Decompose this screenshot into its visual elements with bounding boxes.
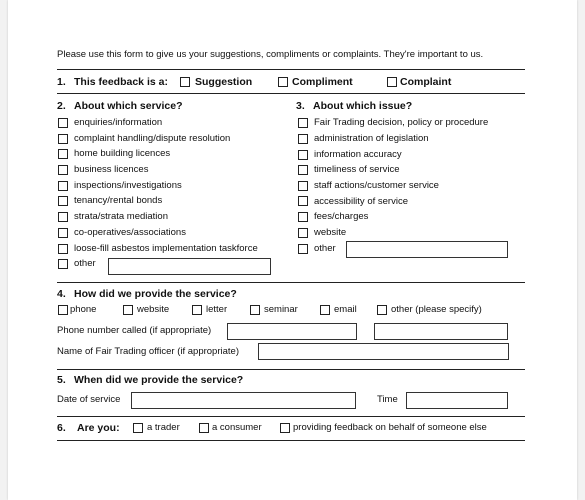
- issue-option-other: other: [314, 243, 336, 254]
- issue-option: information accuracy: [314, 149, 402, 160]
- checkbox-trader[interactable]: [133, 423, 143, 433]
- checkbox-email[interactable]: [320, 305, 330, 315]
- section-2-title: About which service?: [74, 100, 183, 112]
- method-option-website: website: [137, 304, 170, 315]
- section-6-number: 6.: [57, 422, 66, 434]
- method-option-phone: phone: [70, 304, 97, 315]
- checkbox-complaint[interactable]: [387, 77, 397, 87]
- checkbox-issue-fees[interactable]: [298, 212, 308, 222]
- service-option: home building licences: [74, 148, 171, 159]
- section-3-number: 3.: [296, 100, 305, 112]
- checkbox-issue-timeliness[interactable]: [298, 165, 308, 175]
- section-5-title: When did we provide the service?: [74, 374, 244, 386]
- method-option-seminar: seminar: [264, 304, 298, 315]
- option-complaint: Complaint: [400, 76, 452, 88]
- officer-name-field[interactable]: [258, 343, 509, 360]
- service-option: inspections/investigations: [74, 180, 182, 191]
- phone-number-field[interactable]: [227, 323, 357, 340]
- checkbox-website[interactable]: [123, 305, 133, 315]
- service-option: complaint handling/dispute resolution: [74, 133, 231, 144]
- issue-option: staff actions/customer service: [314, 180, 439, 191]
- checkbox-issue-staff-actions[interactable]: [298, 181, 308, 191]
- respondent-option-trader: a trader: [147, 422, 180, 433]
- checkbox-issue-legislation[interactable]: [298, 134, 308, 144]
- issue-option: accessibility of service: [314, 196, 408, 207]
- respondent-option-consumer: a consumer: [212, 422, 262, 433]
- method-other-field[interactable]: [374, 323, 508, 340]
- divider: [57, 369, 525, 370]
- service-option: business licences: [74, 164, 149, 175]
- section-1-number: 1.: [57, 76, 66, 88]
- officer-name-label: Name of Fair Trading officer (if appropriate): [57, 346, 239, 357]
- date-of-service-field[interactable]: [131, 392, 356, 409]
- method-option-email: email: [334, 304, 357, 315]
- checkbox-issue-information-accuracy[interactable]: [298, 150, 308, 160]
- checkbox-service-enquiries[interactable]: [58, 118, 68, 128]
- checkbox-letter[interactable]: [192, 305, 202, 315]
- divider: [57, 93, 525, 94]
- respondent-option-on-behalf: providing feedback on behalf of someone else: [293, 422, 487, 433]
- service-option: tenancy/rental bonds: [74, 195, 163, 206]
- method-option-letter: letter: [206, 304, 228, 315]
- checkbox-consumer[interactable]: [199, 423, 209, 433]
- feedback-form-page: [8, 0, 577, 500]
- service-option-other: other: [74, 258, 96, 269]
- checkbox-service-home-building[interactable]: [58, 149, 68, 159]
- checkbox-issue-decision-policy[interactable]: [298, 118, 308, 128]
- issue-other-field[interactable]: [346, 241, 508, 258]
- divider: [57, 416, 525, 417]
- issue-option: timeliness of service: [314, 164, 400, 175]
- checkbox-service-strata[interactable]: [58, 212, 68, 222]
- checkbox-seminar[interactable]: [250, 305, 260, 315]
- issue-option: fees/charges: [314, 211, 369, 222]
- section-4-title: How did we provide the service?: [74, 288, 237, 300]
- time-field[interactable]: [406, 392, 508, 409]
- service-other-field[interactable]: [108, 258, 271, 275]
- checkbox-method-other[interactable]: [377, 305, 387, 315]
- checkbox-on-behalf[interactable]: [280, 423, 290, 433]
- checkbox-suggestion[interactable]: [180, 77, 190, 87]
- section-6-title: Are you:: [77, 422, 120, 434]
- section-2-number: 2.: [57, 100, 66, 112]
- service-option: enquiries/information: [74, 117, 163, 128]
- service-option: co-operatives/associations: [74, 227, 186, 238]
- time-label: Time: [377, 394, 398, 405]
- checkbox-issue-accessibility[interactable]: [298, 196, 308, 206]
- issue-option: Fair Trading decision, policy or procedure: [314, 117, 489, 128]
- divider: [57, 440, 525, 441]
- method-option-other: other (please specify): [391, 304, 482, 315]
- section-1-title: This feedback is a:: [74, 76, 168, 88]
- section-4-number: 4.: [57, 288, 66, 300]
- phone-number-label: Phone number called (if appropriate): [57, 325, 212, 336]
- service-option: loose-fill asbestos implementation taskforce: [74, 243, 258, 254]
- checkbox-service-co-operatives[interactable]: [58, 228, 68, 238]
- divider: [57, 69, 525, 70]
- checkbox-service-loose-fill-asbestos[interactable]: [58, 244, 68, 254]
- checkbox-service-tenancy[interactable]: [58, 196, 68, 206]
- checkbox-compliment[interactable]: [278, 77, 288, 87]
- section-3-title: About which issue?: [313, 100, 413, 112]
- divider: [57, 282, 525, 283]
- option-compliment: Compliment: [292, 76, 353, 88]
- checkbox-service-inspections[interactable]: [58, 181, 68, 191]
- checkbox-issue-other[interactable]: [298, 244, 308, 254]
- checkbox-service-business-licences[interactable]: [58, 165, 68, 175]
- option-suggestion: Suggestion: [195, 76, 253, 88]
- intro-text: Please use this form to give us your suggestions, compliments or complaints. They're important to us.: [57, 49, 484, 60]
- issue-option: administration of legislation: [314, 133, 429, 144]
- checkbox-phone[interactable]: [58, 305, 68, 315]
- issue-option: website: [314, 227, 347, 238]
- section-5-number: 5.: [57, 374, 66, 386]
- checkbox-issue-website[interactable]: [298, 228, 308, 238]
- service-option: strata/strata mediation: [74, 211, 168, 222]
- checkbox-service-other[interactable]: [58, 259, 68, 269]
- date-of-service-label: Date of service: [57, 394, 121, 405]
- checkbox-service-complaint-handling[interactable]: [58, 134, 68, 144]
